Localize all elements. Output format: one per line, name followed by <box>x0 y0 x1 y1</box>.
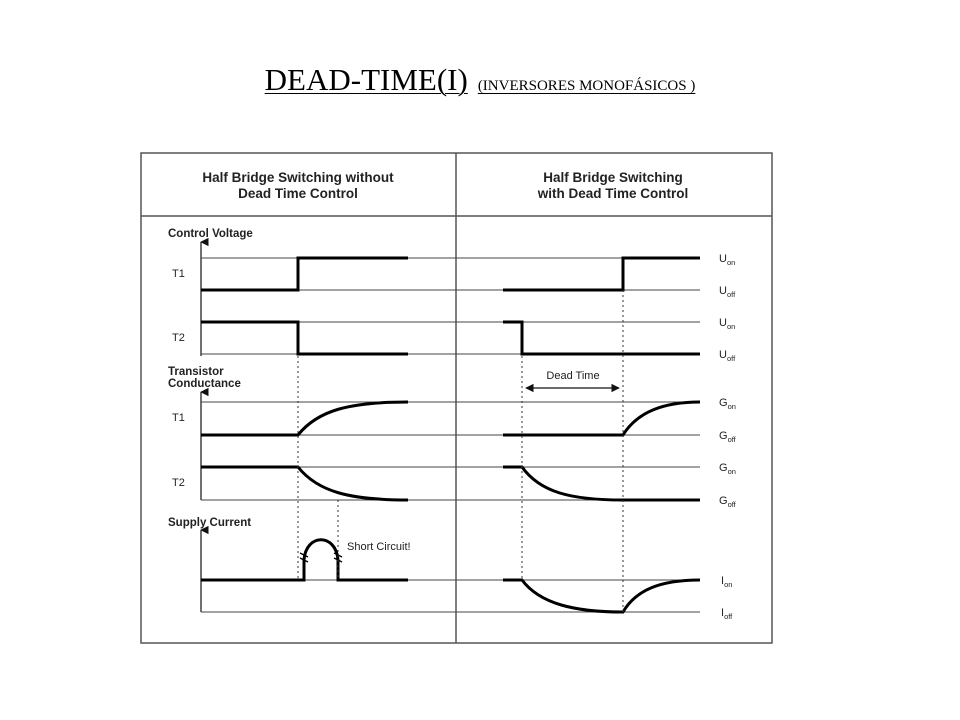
annotation-dead-time: Dead Time <box>546 370 600 382</box>
annotation-short-circuit: Short Circuit! <box>347 541 411 553</box>
signal-t1-conductance-no-deadtime <box>201 402 408 435</box>
svg-text:Ioff: $I_{off}$ <box>721 607 733 621</box>
section-control-voltage: Control Voltage <box>168 228 253 240</box>
signal-t2-conductance-no-deadtime <box>201 467 408 500</box>
title-sub: (INVERSORES MONOFÁSICOS ) <box>477 78 696 94</box>
signal-supply-current-deadtime <box>503 580 700 612</box>
section-transistor-line2: Conductance <box>168 378 241 390</box>
row-label-t2-conductance: T2 <box>172 477 185 489</box>
svg-text:Uoff: $U_{off}$ <box>719 285 736 299</box>
svg-text:Goff: $G_{off}$ <box>719 495 736 509</box>
row-label-t1-conductance: T1 <box>172 412 185 424</box>
header-right-line2: with Dead Time Control <box>537 186 689 201</box>
header-right-line1: Half Bridge Switching <box>543 170 683 185</box>
row-label-t1-voltage: T1 <box>172 268 185 280</box>
signal-t2-voltage-deadtime <box>503 322 700 354</box>
signal-t2-voltage-no-deadtime <box>201 322 408 354</box>
svg-text:Gon: $G_{on}$ <box>719 462 736 476</box>
row-label-t2-voltage: T2 <box>172 332 185 344</box>
header-left-line1: Half Bridge Switching without <box>202 170 394 185</box>
svg-text:Gon: $G_{on}$ <box>719 397 736 411</box>
section-transistor-line1: Transistor <box>168 366 224 378</box>
svg-text:Ion: $I_{on}$ <box>721 575 733 589</box>
signal-t1-voltage-no-deadtime <box>201 258 408 290</box>
signal-t1-conductance-deadtime <box>503 402 700 435</box>
svg-text:Goff: $G_{off}$ <box>719 430 736 444</box>
svg-text:Uon: $U_{on}$ <box>719 253 736 267</box>
header-left-line2: Dead Time Control <box>238 186 358 201</box>
svg-text:Uoff: $U_{off}$ <box>719 349 736 363</box>
svg-text:Uon: $U_{on}$ <box>719 317 736 331</box>
level-labels <box>719 253 737 621</box>
section-supply-current: Supply Current <box>168 517 252 529</box>
signal-t1-voltage-deadtime <box>503 258 700 290</box>
signal-t2-conductance-deadtime <box>503 467 700 500</box>
title-main: DEAD-TIME(I) <box>264 62 468 97</box>
